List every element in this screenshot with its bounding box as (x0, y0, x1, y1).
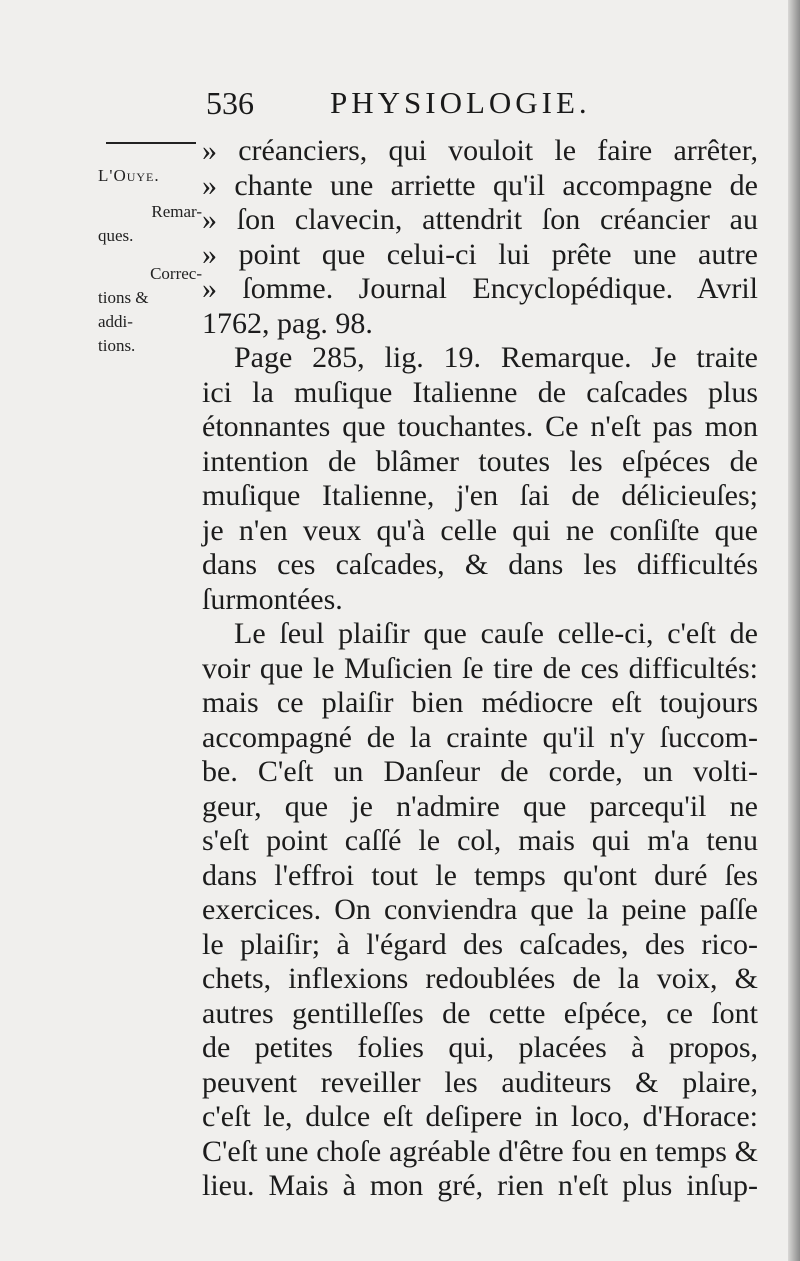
text-line: voir que le Muſicien ſe tire de ces difficultés: (202, 651, 758, 685)
body-text (202, 134, 758, 1204)
margin-line: ques. (98, 226, 134, 245)
text-line: mais ce plaiſir bien médiocre eſt toujours (202, 686, 758, 719)
margin-subject: L'Ouye. (98, 166, 160, 185)
text-line: 1762, pag. 98. (202, 306, 373, 340)
page-number: 536 (206, 85, 254, 121)
text-line: ici la muſique Italienne de caſcades plus (202, 375, 758, 409)
text-line: exercices. On conviendra que la peine paſſe (202, 893, 758, 926)
margin-rule (106, 142, 196, 144)
text-line: ſurmontées. (202, 582, 343, 616)
text-line: Page 285, lig. 19. Remarque. Je traite (234, 341, 758, 374)
page-edge-shadow (788, 0, 800, 1261)
text-line: » chante une arriette qu'il accompagne de (202, 168, 758, 202)
text-line: » créanciers, qui vouloit le faire arrêter, (202, 134, 758, 167)
text-line: de petites folies qui, placées à propos, (202, 1031, 758, 1064)
text-line: étonnantes que touchantes. Ce n'eſt pas mon (202, 410, 758, 443)
page-header (206, 85, 646, 129)
text-line: s'eſt point caſſé le col, mais qui m'a tenu (202, 824, 758, 857)
margin-line: Correc- (150, 264, 202, 283)
margin-line: tions. (98, 336, 136, 355)
margin-note-remarques (98, 200, 202, 248)
text-line: muſique Italienne, j'en ſai de délicieuſes; (202, 479, 758, 512)
text-line: C'eſt une choſe agréable d'être fou en temps & (202, 1134, 758, 1168)
text-line: » point que celui-ci lui prête une autre (202, 237, 758, 271)
text-line: be. C'eſt un Danſeur de corde, un volti- (202, 755, 758, 788)
text-line: » ſomme. Journal Encyclopédique. Avril (202, 272, 758, 305)
text-line: le plaiſir; à l'égard des caſcades, des rico- (202, 927, 758, 961)
text-line: » ſon clavecin, attendrit ſon créancier au (202, 203, 758, 236)
text-line: lieu. Mais à mon gré, rien n'eſt plus inſup- (202, 1169, 758, 1202)
running-title: PHYSIOLOGIE. (330, 85, 591, 120)
text-line: dans ces caſcades, & dans les difficultés (202, 548, 758, 581)
margin-line: addi- (98, 312, 133, 331)
text-line: geur, que je n'admire que parcequ'il ne (202, 789, 758, 823)
text-line: je n'en veux qu'à celle qui ne conſiſte que (202, 513, 758, 547)
text-line: dans l'effroi tout le temps qu'ont duré ſes (202, 858, 758, 892)
text-line: Le ſeul plaiſir que cauſe celle-ci, c'eſt de (234, 617, 758, 650)
text-line: chets, inflexions redoublées de la voix, & (202, 962, 758, 995)
margin-notes (98, 164, 202, 372)
margin-note-corrections (98, 262, 202, 358)
margin-line: Remar- (151, 202, 202, 221)
margin-line: tions & (98, 288, 149, 307)
text-line: accompagné de la crainte qu'il n'y ſuccom- (202, 720, 758, 754)
text-line: c'eſt le, dulce eſt deſipere in loco, d'Horace: (202, 1100, 758, 1133)
text-line: peuvent reveiller les auditeurs & plaire, (202, 1065, 758, 1099)
text-line: autres gentilleſſes de cette eſpéce, ce ſont (202, 996, 758, 1030)
text-line: intention de blâmer toutes les eſpéces de (202, 444, 758, 478)
